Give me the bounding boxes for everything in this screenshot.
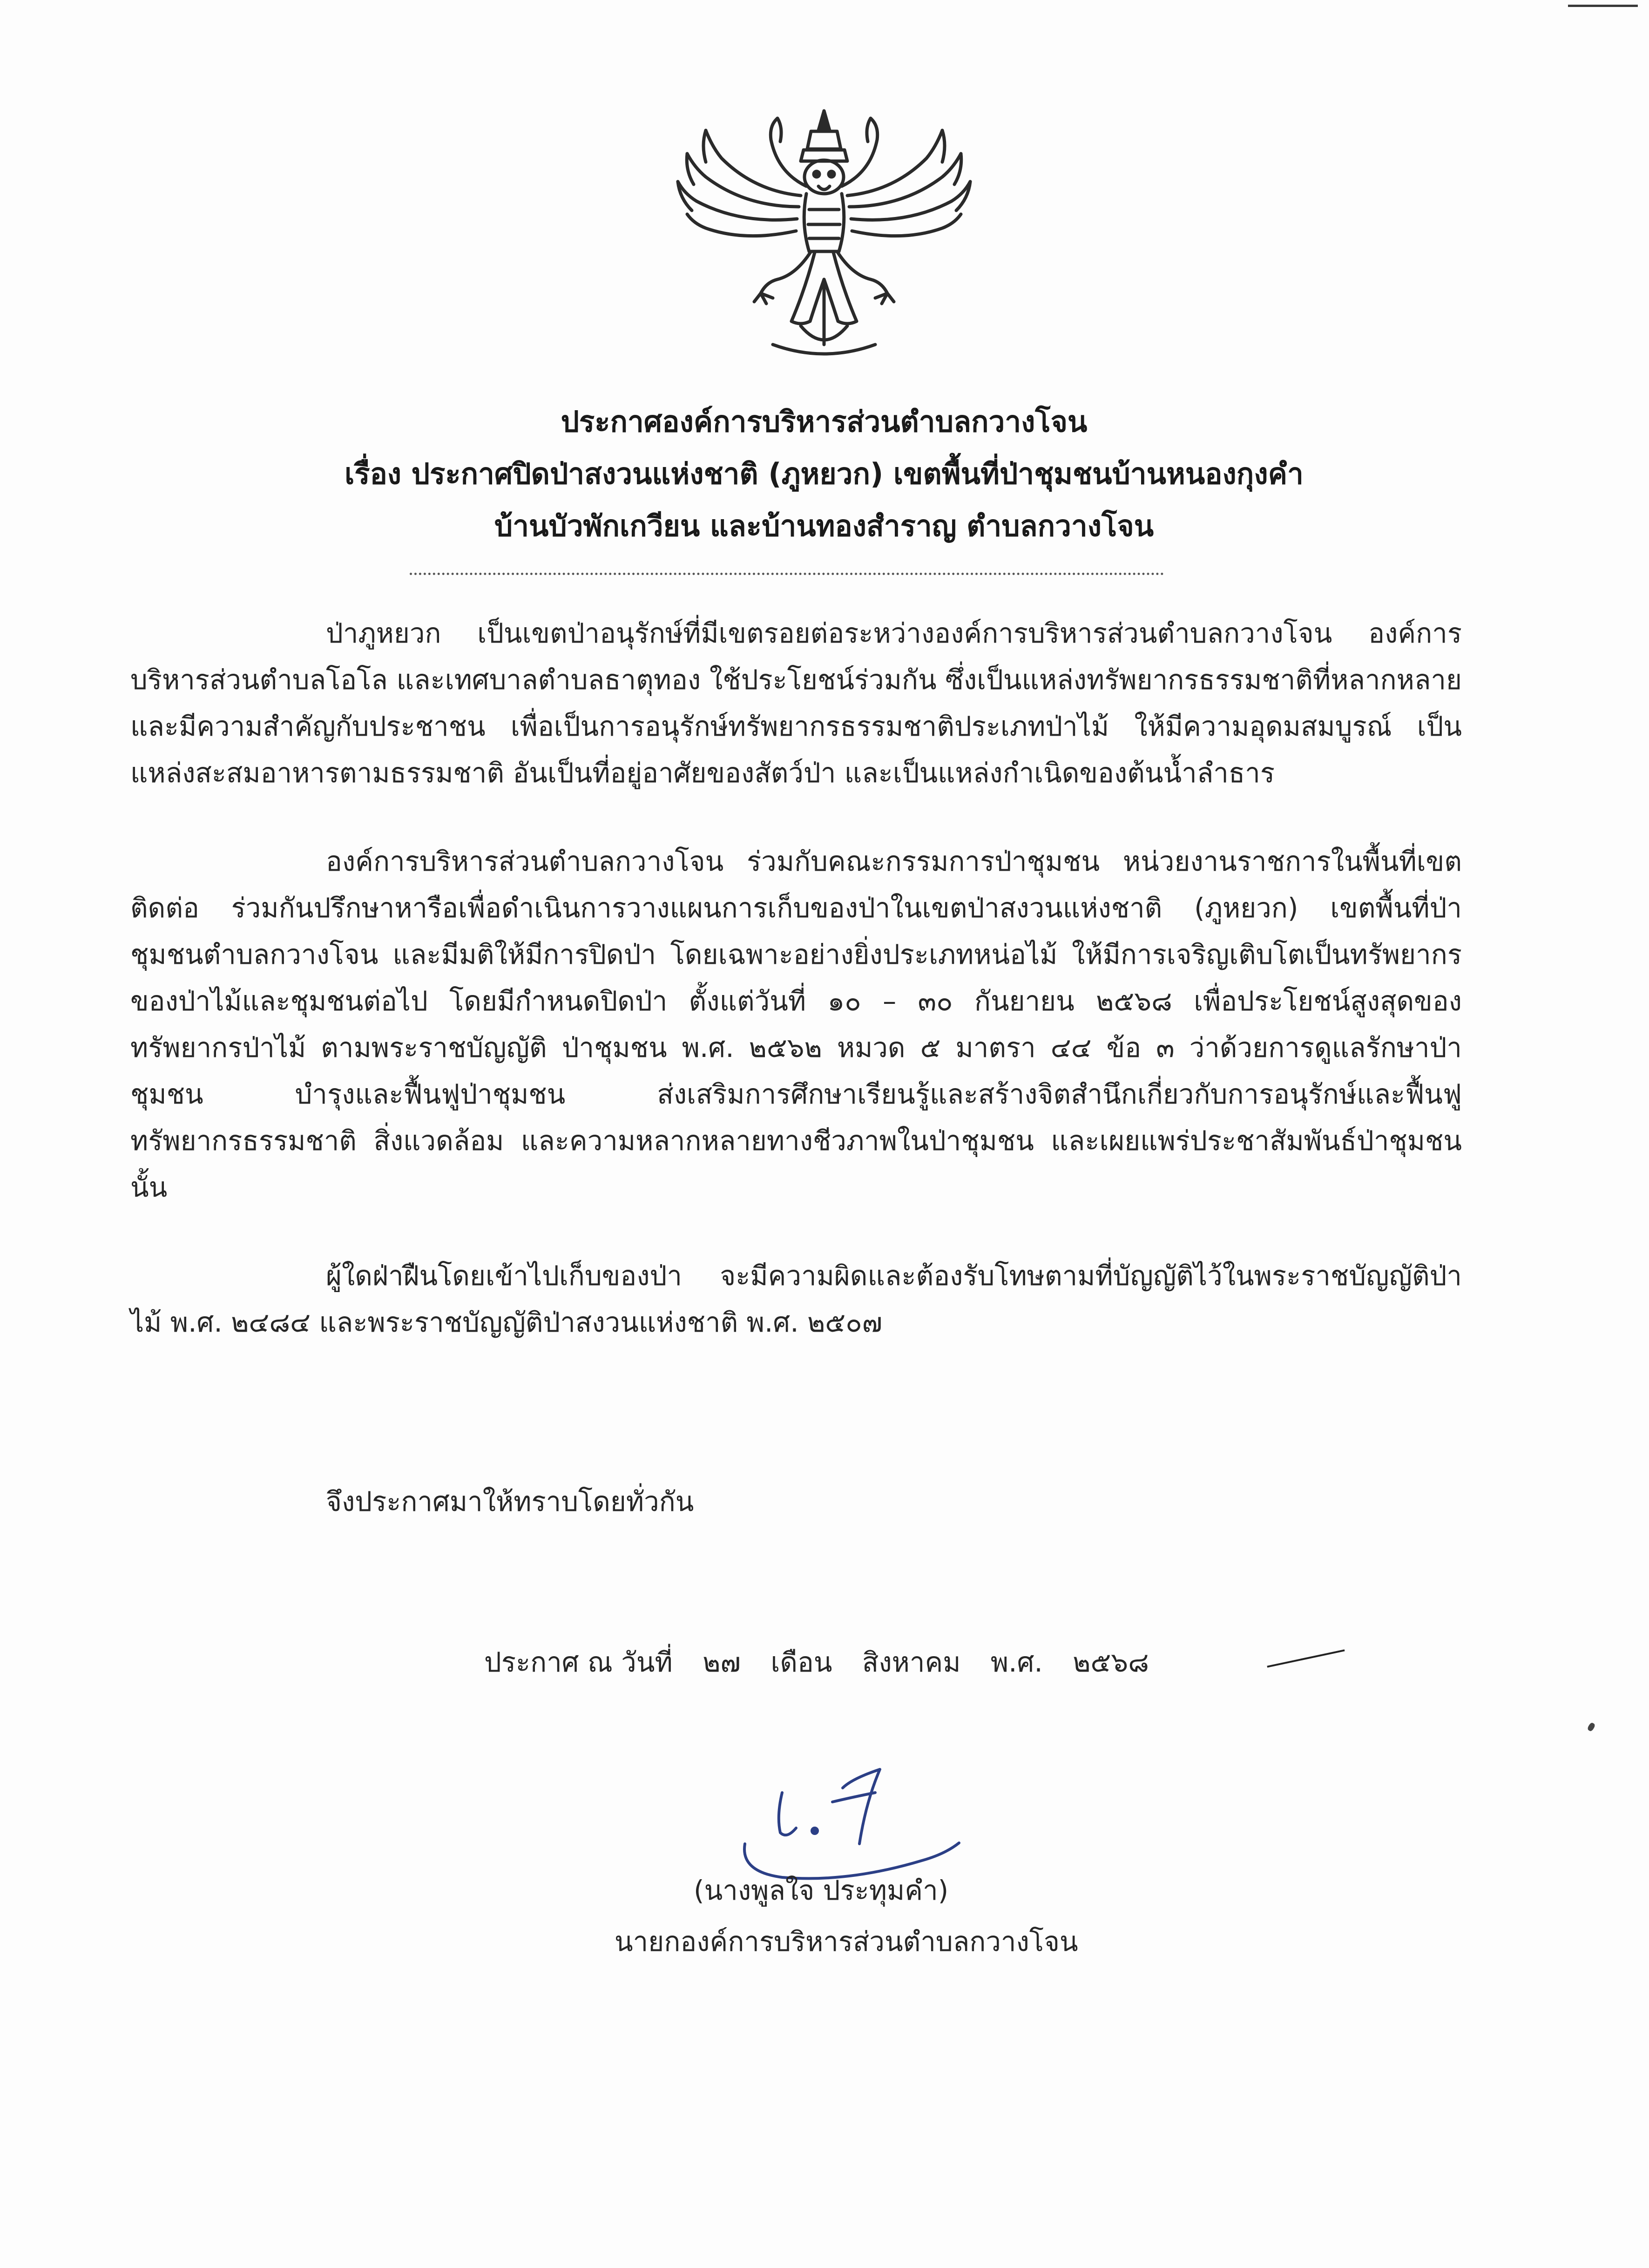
- announcement-date: [484, 1639, 1170, 1686]
- garuda-emblem-icon: [661, 102, 987, 363]
- signer-name: (นางพูลใจ ประทุมคำ): [694, 1875, 949, 1906]
- scan-corner-mark: [1568, 5, 1638, 7]
- body-paragraph-2: องค์การบริหารส่วนตำบลกวางโจน ร่วมกับคณะกรรมการป่าชุมชน หน่วยงานราชการในพื้นที่เขตติดต่อ ร่วมกันปรึกษาหารือเพื่อดำเนินการวางแผนการเก็บของป่าในเขตป่าสงวนแห่งชาติ (ภูหยวก) เขตพื้นที่ป่าชุมชนตำบลกวางโจน และมีมติให้มีการปิดป่า โดยเฉพาะอย่างยิ่งประเภทหน่อไม้ ให้มีการเจริญเติบโตเป็นทรัพยากรของป่าไม้และชุมชนต่อไป โดยมีกำหนดปิดป่า ตั้งแต่วันที่ ๑๐ – ๓๐ กันยายน ๒๕๖๘ เพื่อประโยชน์สูงสุดของทรัพยากรป่าไม้ ตามพระราชบัญญัติ ป่าชุมชน พ.ศ. ๒๕๖๒ หมวด ๕ มาตรา ๔๔ ข้อ ๓ ว่าด้วยการดูแลรักษาป่าชุมชน บำรุงและฟื้นฟูป่าชุมชน ส่งเสริมการศึกษาเรียนรู้และสร้างจิตสำนึกเกี่ยวกับการอนุรักษ์และฟื้นฟูทรัพยากรธรรมชาติ สิ่งแวดล้อม และความหลากหลายทางชีวภาพในป่าชุมชน และเผยแพร่ประชาสัมพันธ์ป่าชุมชน นั้น: [130, 846, 1462, 1203]
- date-year: ๒๕๖๘: [1073, 1646, 1149, 1678]
- title-line-2: เรื่อง ประกาศปิดป่าสงวนแห่งชาติ (ภูหยวก) เขตพื้นที่ป่าชุมชนบ้านหนองกุงคำ: [345, 457, 1304, 491]
- handwritten-signature-icon: [726, 1723, 968, 1890]
- title-line-1: ประกาศองค์การบริหารส่วนตำบลกวางโจน: [561, 405, 1088, 439]
- body-paragraph-1: ป่าภูหยวก เป็นเขตป่าอนุรักษ์ที่มีเขตรอยต่อระหว่างองค์การบริหารส่วนตำบลกวางโจน องค์การบริหารส่วนตำบลโอโล และเทศบาลตำบลธาตุทอง ใช้ประโยชน์ร่วมกัน ซึ่งเป็นแหล่งทรัพยากรธรรมชาติที่หลากหลายและมีความสำคัญกับประชาชน เพื่อเป็นการอนุรักษ์ทรัพยากรธรรมชาติประเภทป่าไม้ ให้มีความอุดมสมบูรณ์ เป็นแหล่งสะสมอาหารตามธรรมชาติ อันเป็นที่อยู่อาศัยของสัตว์ป่า และเป็นแหล่งกำเนิดของต้นน้ำลำธาร: [130, 617, 1462, 789]
- closing-statement: จึงประกาศมาให้ทราบโดยทั่วกัน: [326, 1486, 694, 1517]
- scan-speck: [1587, 1722, 1595, 1732]
- date-day: ๒๗: [703, 1646, 741, 1678]
- date-month: สิงหาคม: [862, 1646, 961, 1678]
- date-strike-mark: [1267, 1649, 1345, 1667]
- announcement-body: [130, 610, 1462, 1346]
- title-line-3: บ้านบัวพักเกวียน และบ้านทองสำราญ ตำบลกวางโจน: [494, 509, 1154, 543]
- signer-title: นายกองค์การบริหารส่วนตำบลกวางโจน: [615, 1926, 1078, 1957]
- date-month-label: เดือน: [770, 1646, 832, 1678]
- date-era: พ.ศ.: [990, 1646, 1043, 1678]
- date-prefix: ประกาศ ณ วันที่: [484, 1646, 673, 1678]
- title-dotted-divider: [410, 573, 1164, 575]
- announcement-title: [233, 396, 1415, 552]
- body-paragraph-3: ผู้ใดฝ่าฝืนโดยเข้าไปเก็บของป่า จะมีความผิดและต้องรับโทษตามที่บัญญัติไว้ในพระราชบัญญัติป่าไม้ พ.ศ. ๒๔๘๔ และพระราชบัญญัติป่าสงวนแห่งชาติ พ.ศ. ๒๕๐๗: [130, 1260, 1462, 1338]
